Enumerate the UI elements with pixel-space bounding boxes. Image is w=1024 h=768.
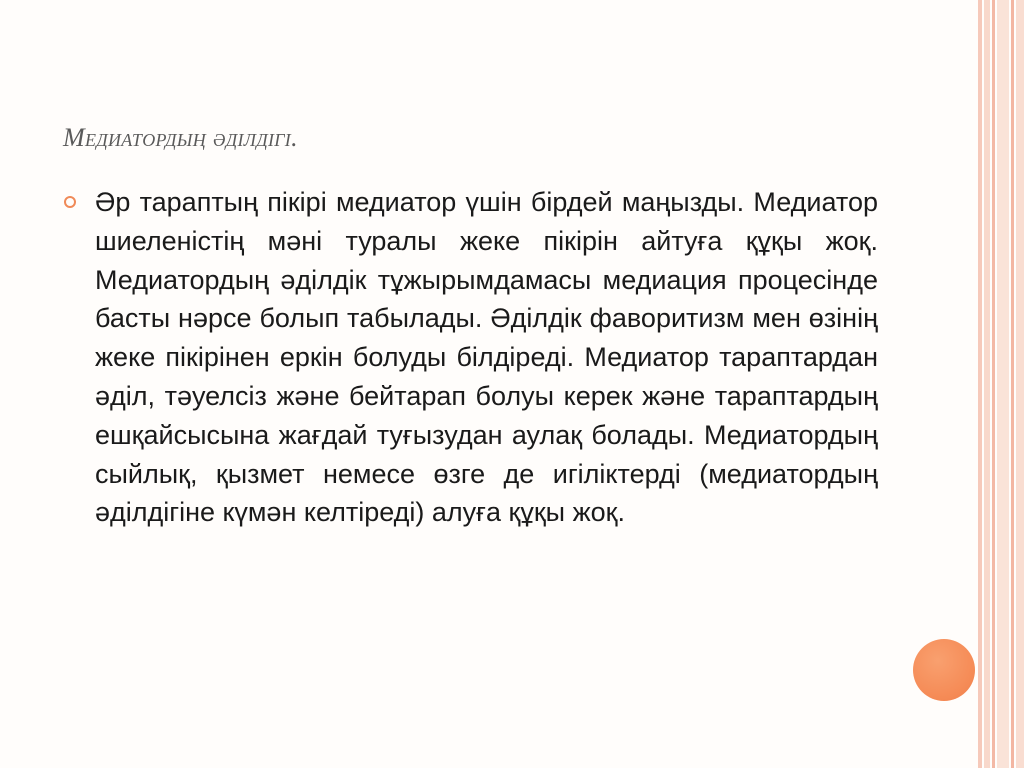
decor-stripe bbox=[984, 0, 990, 768]
decor-stripe bbox=[997, 0, 1009, 768]
slide-body bbox=[64, 183, 878, 532]
decor-stripe bbox=[1016, 0, 1024, 768]
slide-title: Медиатордың әділдігі. bbox=[63, 123, 298, 152]
decor-stripe bbox=[978, 0, 982, 768]
bullet-text: Әр тараптың пікірі медиатор үшін бірдей маңызды. Медиатор шиеленістің мәні туралы жеке пікірін айтуға құқы жоқ. Медиатордың әділдік тұжырымдамасы медиация процесінде басты нәрсе болып табылады. Әділдік фаворитизм мен өзінің жеке пікірінен еркін болуды білдіреді. Медиатор тараптардан әділ, тәуелсіз және бейтарап болуы керек және тараптардың ешқайсысына жағдай туғызудан аулақ болады. Медиатордың сыйлық, қызмет немесе өзге де игіліктерді (медиатордың әділдігіне күмән келтіреді) алуға құқы жоқ. bbox=[95, 187, 878, 528]
bullet-item bbox=[64, 183, 878, 532]
decor-stripe bbox=[1011, 0, 1014, 768]
ring-bullet-icon bbox=[64, 196, 76, 208]
decor-stripe bbox=[992, 0, 995, 768]
decor-circle bbox=[913, 639, 975, 701]
